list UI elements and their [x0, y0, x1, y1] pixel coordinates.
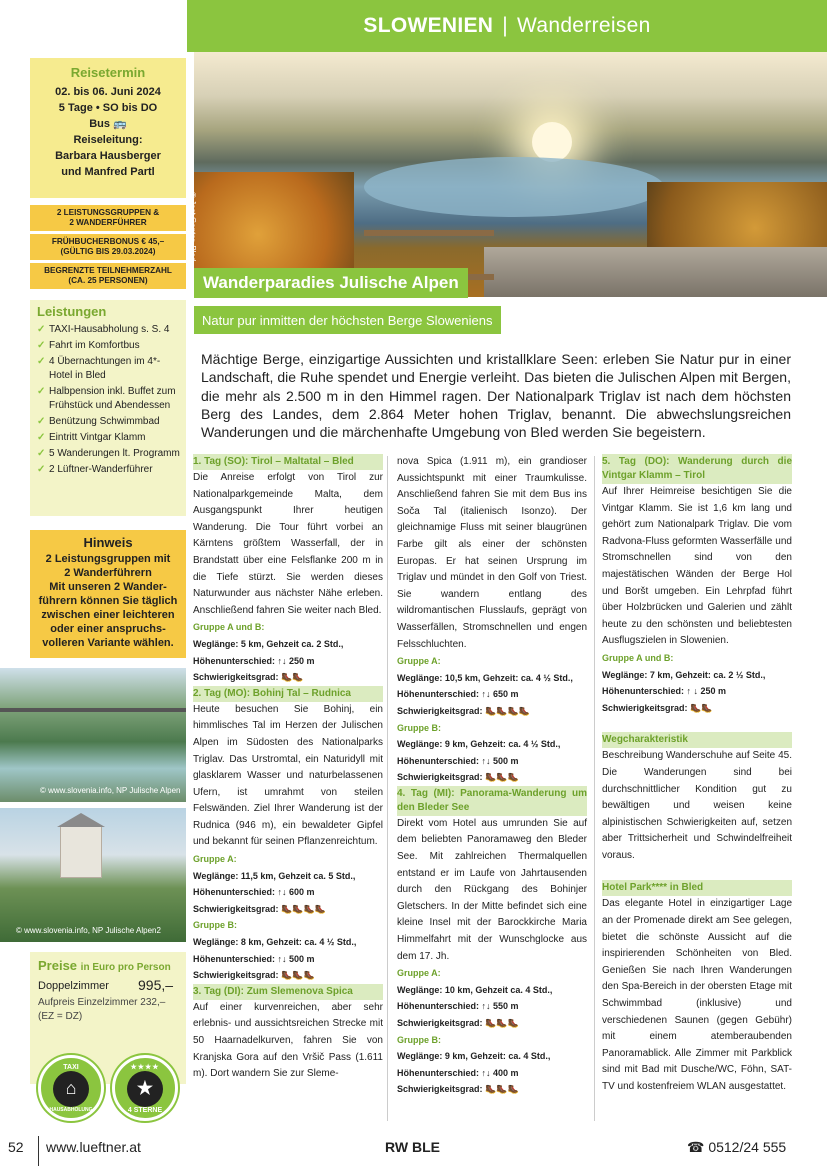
- preise-dz-label: Doppelzimmer: [38, 980, 109, 992]
- intro-text: Mächtige Berge, einzigartige Aussichten und kristallklare Seen: erleben Sie Natur pur in einer Landschaft, die Ruhe spendet und Energie verleiht. Das bieten die Julischen Alpen mit Bergen, die mehr als 2.500 m in den Himmel ragen. Der Nationalpark Triglav ist nach dem höchsten Berg des Landes, dem 2.864 Meter hohen Triglav, benannt. Die abwechslungsreichen Wanderungen und die märchenhafte Umgebung von Bled werden Sie begeistern.: [201, 351, 791, 441]
- bus-icon: 🚌: [113, 118, 127, 130]
- reisetermin-transport-row: [30, 116, 186, 132]
- section-text: Das elegante Hotel in einzigartiger Lage an der Promenade direkt am See gelegen, bietet die schönste Aussicht auf die inspirierenden Schönheiten von Bled. Genießen Sie nach Ihren Wanderungen den Spa-Bereich in der obersten Etage mit Schwimmbad (inklusive) und verschiedenen Saunen (gegen Gebühr) mit einem atemberaubenden Panoramablick. Alle Zimmer mit Parkblick sind mit Bad mit Dusche/WC, Föhn, SAT-TV und kostenfreiem WLAN ausgestattet.: [602, 898, 792, 1092]
- column-1: [193, 454, 383, 1083]
- spacer: [602, 716, 792, 732]
- column-2: [397, 454, 587, 1098]
- page-footer: [0, 1136, 827, 1169]
- star-icon: ★: [127, 1071, 163, 1107]
- list-item-label: Fahrt im Komfortbus: [49, 340, 140, 351]
- hero-subtitle: Natur pur inmitten der höchsten Berge Sloweniens: [194, 306, 501, 334]
- hike-detail: Höhenunterschied: ↑↓ 500 m: [193, 953, 315, 964]
- group-label: Gruppe A:: [397, 656, 441, 667]
- preise-dz-price: 995,–: [138, 977, 174, 993]
- group-label: Gruppe A:: [397, 968, 441, 979]
- section-heading: Hotel Park**** in Bled: [602, 880, 792, 896]
- list-item: [37, 339, 182, 353]
- hike-detail: Schwierigkeitsgrad: 🥾🥾🥾: [397, 1084, 519, 1095]
- footer-trip-code: RW BLE: [385, 1139, 440, 1155]
- hinweis-line: führern können Sie täglich: [38, 595, 178, 607]
- hike-detail: Weglänge: 9 km, Gehzeit: ca. 4 ½ Std.,: [397, 739, 561, 750]
- list-item: [37, 385, 182, 413]
- check-icon: ✓: [37, 464, 46, 475]
- list-item-label: Eintritt Vintgar Klamm: [49, 432, 146, 443]
- tag-teilnehmer: [30, 263, 186, 289]
- footer-divider: [38, 1136, 39, 1166]
- hike-detail: Schwierigkeitsgrad: 🥾🥾🥾🥾: [397, 705, 530, 716]
- header-country: SLOWENIEN: [363, 14, 494, 37]
- hinweis-line: 2 Leistungsgruppen mit: [45, 553, 171, 565]
- photo-credit: © www.slovenia.info, NP Julische Alpen2: [16, 926, 161, 935]
- hero-title: Wanderparadies Julische Alpen: [194, 268, 468, 298]
- leistungen-box: [30, 300, 186, 516]
- reisetermin-dates: 02. bis 06. Juni 2024: [55, 86, 161, 98]
- hike-detail: Schwierigkeitsgrad: 🥾🥾: [193, 672, 304, 683]
- reisetermin-box: [30, 58, 186, 198]
- hinweis-title: Hinweis: [83, 535, 133, 550]
- tag-text: FRÜHBUCHERBONUS € 45,–: [51, 237, 165, 246]
- hike-detail: Schwierigkeitsgrad: 🥾🥾🥾: [397, 1018, 519, 1028]
- page-header: [187, 0, 827, 52]
- preise-title: [38, 958, 186, 973]
- hinweis-line: 2 Wanderführern: [64, 567, 152, 579]
- tag-text: 2 WANDERFÜHRER: [69, 218, 147, 227]
- hike-detail: Schwierigkeitsgrad: 🥾🥾: [602, 702, 713, 713]
- day-text: Auf einer kurvenreichen, aber sehr erlebnis- und aussichtsreichen Strecke mit 50 Haarnadelkurven, fahren Sie von Kranjska Gora auf den Vršič Pass (1.611 m). Dort wandern Sie zur Sleme-: [193, 1001, 383, 1080]
- group-label: Gruppe A und B:: [602, 652, 674, 663]
- day-text: Heute besuchen Sie Bohinj, ein himmlisches Tal im Herzen der Julischen Alpen im Südosten des Nationalparks Triglav. Das Urstromtal, ein Naturidyll mit glasklarem Wasser und naturbelassenen Ufern, ist umrahmt von steilen Felswänden. Ziel Ihrer Wanderung ist der Rudnica (946 m), ein bewaldeter Gipfel und bekannt für seinen Pflanzenreichtum.: [193, 703, 383, 848]
- hike-detail: Höhenunterschied: ↑↓ 550 m: [397, 1001, 519, 1012]
- stars-badge-bottom: [128, 1107, 162, 1114]
- preise-title-text: Preise: [38, 958, 78, 973]
- list-item: [37, 447, 182, 461]
- leistungen-title: Leistungen: [37, 304, 107, 319]
- hinweis-line: volleren Variante wählen.: [42, 637, 174, 649]
- reisetermin-lead-label: Reiseleitung:: [73, 134, 143, 146]
- tag-text: BEGRENZTE TEILNEHMERZAHL: [44, 266, 172, 275]
- list-item-label: 4 Übernachtungen im 4*-Hotel in Bled: [49, 356, 161, 381]
- day-text: Direkt vom Hotel aus umrunden Sie auf dem beliebten Panoramaweg den Bleder See. Mit zahlreichen Thermalquellen entstand er im Laufe von Jahrtausenden durch den Rückgang des Bohinjer Gletschers. In der Mitte befindet sich eine kleine Insel mit der Barockkirche Maria Himmelfahrt mit der Wunschglocke aus dem 17. Jh.: [397, 817, 587, 962]
- header-separator: |: [502, 14, 509, 37]
- stars-label: STERNE: [133, 1106, 163, 1114]
- hero-credit: © Jost Gantar, Bled: [188, 192, 197, 262]
- hike-detail: Weglänge: 10 km, Gehzeit ca. 4 Std.,: [397, 984, 553, 995]
- hike-detail: Weglänge: 7 km, Gehzeit: ca. 2 ½ Std.,: [602, 669, 766, 680]
- footer-website-link[interactable]: www.lueftner.at: [46, 1139, 141, 1155]
- list-item: [37, 355, 182, 383]
- hinweis-line: zwischen einer leichteren: [41, 609, 175, 621]
- check-icon: ✓: [37, 356, 46, 367]
- tag-text: (CA. 25 PERSONEN): [68, 276, 148, 285]
- header-category: Wanderreisen: [517, 14, 651, 37]
- taxi-badge-top: TAXI: [63, 1063, 79, 1071]
- group-label: Gruppe A:: [193, 854, 237, 865]
- hinweis-box: [30, 530, 186, 658]
- hike-detail: Höhenunterschied: ↑↓ 600 m: [193, 887, 315, 898]
- reisetermin-lead-1: Barbara Hausberger: [55, 150, 161, 162]
- reisetermin-title: Reisetermin: [70, 65, 146, 80]
- preise-title-sub: in Euro pro Person: [80, 962, 171, 973]
- column-divider: [387, 456, 388, 1121]
- bridge-shape: [0, 708, 186, 712]
- group-label: Gruppe A und B:: [193, 622, 265, 633]
- day-heading: 4. Tag (MI): Panorama-Wanderung um den Bleder See: [397, 786, 587, 816]
- hike-detail: Weglänge: 10,5 km, Gehzeit: ca. 4 ½ Std.,: [397, 672, 573, 683]
- check-icon: ✓: [37, 386, 46, 397]
- preise-ez-label: Aufpreis Einzelzimmer: [38, 997, 138, 1008]
- photo-credit: © www.slovenia.info, NP Julische Alpen: [40, 786, 181, 795]
- day-text: Die Anreise erfolgt von Tirol zur Nationalparkgemeinde Malta, dem Ausgangspunkt Ihrer heutigen Wanderung. Die Tour führt vorbei an Kärntens größtem Wasserfall, der in Brandstatt über eine Felsflanke 200 m in die Tiefe stürzt. Sie werden dieses Naturwunder aus nächster Nähe erleben. Anschließend fahren Sie weiter nach Bled.: [193, 472, 383, 616]
- lake-shape: [364, 157, 664, 217]
- list-item: [37, 463, 182, 477]
- section-text: Beschreibung Wanderschuhe auf Seite 45. Die Wanderungen sind bei durchschnittlicher Kondition gut zu bewältigen und weisen keine alpinistischen Schwierigkeiten auf, setzen aber Trittsicherheit und Schwindelfreiheit voraus.: [602, 750, 792, 861]
- stars-row-icon: ★★★★: [130, 1063, 160, 1071]
- taxi-badge: [38, 1055, 104, 1121]
- list-item: [37, 415, 182, 429]
- tag-text: 2 LEISTUNGSGRUPPEN &: [56, 208, 160, 217]
- reisetermin-transport: Bus: [89, 118, 110, 130]
- day-heading: 1. Tag (SO): Tirol – Maltatal – Bled: [193, 454, 383, 470]
- house-icon: ⌂: [53, 1071, 89, 1107]
- list-item-label: 2 Lüftner-Wanderführer: [49, 464, 153, 475]
- stars-badge: [112, 1055, 178, 1121]
- hike-detail: Weglänge: 8 km, Gehzeit: ca. 4 ½ Std.,: [193, 937, 357, 948]
- group-label: Gruppe B:: [193, 920, 237, 931]
- day-heading: 3. Tag (DI): Zum Slemenova Spica: [193, 984, 383, 1000]
- preise-ez-price: 232,–: [140, 997, 166, 1008]
- footer-phone[interactable]: ☎ 0512/24 555: [687, 1139, 787, 1155]
- group-label: Gruppe B:: [397, 1034, 441, 1045]
- reisetermin-lead-2: und Manfred Partl: [61, 166, 155, 178]
- rocks-shape: [484, 247, 827, 297]
- section-heading: Wegcharakteristik: [602, 732, 792, 748]
- check-icon: ✓: [37, 432, 46, 443]
- check-icon: ✓: [37, 448, 46, 459]
- preise-ez-row: [38, 997, 165, 1008]
- page-number: 52: [8, 1139, 24, 1155]
- list-item-label: 5 Wanderungen lt. Programm: [49, 448, 180, 459]
- sun-shape: [532, 122, 572, 162]
- column-3: [602, 454, 792, 1096]
- hike-detail: Weglänge: 5 km, Gehzeit ca. 2 Std.,: [193, 638, 344, 649]
- day-text: nova Spica (1.911 m), ein grandioser Aussichtspunkt mit einer Traumkulisse. Anschließend fahren Sie mit dem Bus ins Soča Tal (italienisch Isonzo). Der gleichnamige Fluss mit seiner blaugrünen Farbe gilt als einer der schönsten Europas. Er hat seinen Ursprung im Triglav und mündet in den Golf von Triest. Sie wandern entlang des wildromantischen Flusslaufs, geprägt von Wasserfällen, Stromschnellen und engen Felsschluchten.: [397, 456, 587, 650]
- leistungen-list: [30, 323, 186, 477]
- group-label: Gruppe B:: [397, 722, 441, 733]
- reisetermin-days: 5 Tage • SO bis DO: [58, 102, 158, 114]
- hike-detail: Höhenunterschied: ↑↓ 500 m: [397, 755, 519, 766]
- list-item-label: Benützung Schwimmbad: [49, 416, 160, 427]
- hike-detail: Schwierigkeitsgrad: 🥾🥾🥾: [193, 970, 315, 981]
- spacer: [602, 864, 792, 880]
- day-heading: 5. Tag (DO): Wanderung durch die Vintgar Klamm – Tirol: [602, 454, 792, 484]
- preise-ez-note: (EZ = DZ): [38, 1011, 83, 1022]
- hike-detail: Höhenunterschied: ↑↓ 250 m: [193, 655, 315, 666]
- list-item: [37, 431, 182, 445]
- hinweis-line: Mit unseren 2 Wander-: [49, 581, 167, 593]
- hike-detail: Schwierigkeitsgrad: 🥾🥾🥾🥾: [193, 903, 326, 914]
- hero-image: [188, 52, 827, 297]
- stars-number: 4: [127, 1106, 132, 1114]
- hike-detail: Weglänge: 11,5 km, Gehzeit ca. 5 Std.,: [193, 870, 356, 881]
- tag-text: (GÜLTIG BIS 29.03.2024): [60, 247, 156, 256]
- taxi-badge-bottom: HAUSABHOLUNG: [49, 1106, 93, 1113]
- list-item-label: TAXI-Hausabholung s. S. 4: [49, 324, 170, 335]
- check-icon: ✓: [37, 416, 46, 427]
- check-icon: ✓: [37, 340, 46, 351]
- day-heading: 2. Tag (MO): Bohinj Tal – Rudnica: [193, 686, 383, 702]
- hike-detail: Höhenunterschied: ↑↓ 400 m: [397, 1067, 519, 1078]
- hike-detail: Schwierigkeitsgrad: 🥾🥾🥾: [397, 772, 519, 783]
- list-item-label: Halbpension inkl. Buffet zum Frühstück und Abendessen: [49, 386, 176, 411]
- hike-detail: Weglänge: 9 km, Gehzeit: ca. 4 Std.,: [397, 1051, 551, 1062]
- day-text: Auf Ihrer Heimreise besichtigen Sie die Vintgar Klamm. Sie ist 1,6 km lang und gehört zum Nationalpark Triglav. Die vom Radvona-Fluss geformten Wasserfälle und Stromschnellen sind von den majestätischen Wänden der Berge Hol und Boršt umgeben. Ein Lehrpfad führt über Holzbrücken und Galerien und zählt heute zu den schönsten und beliebtesten Ausflugszielen in Slowenien.: [602, 486, 792, 647]
- hike-detail: Höhenunterschied: ↑ ↓ 250 m: [602, 686, 727, 697]
- column-divider: [594, 456, 595, 1121]
- list-item: [37, 323, 182, 337]
- hike-detail: Höhenunterschied: ↑↓ 650 m: [397, 689, 519, 700]
- hinweis-line: oder einer anspruchs-: [50, 623, 166, 635]
- tag-leistungsgruppen: [30, 205, 186, 231]
- tag-fruehbucher: [30, 234, 186, 260]
- check-icon: ✓: [37, 324, 46, 335]
- chapel-shape: [60, 826, 102, 878]
- photo-river-bridge: [0, 668, 186, 802]
